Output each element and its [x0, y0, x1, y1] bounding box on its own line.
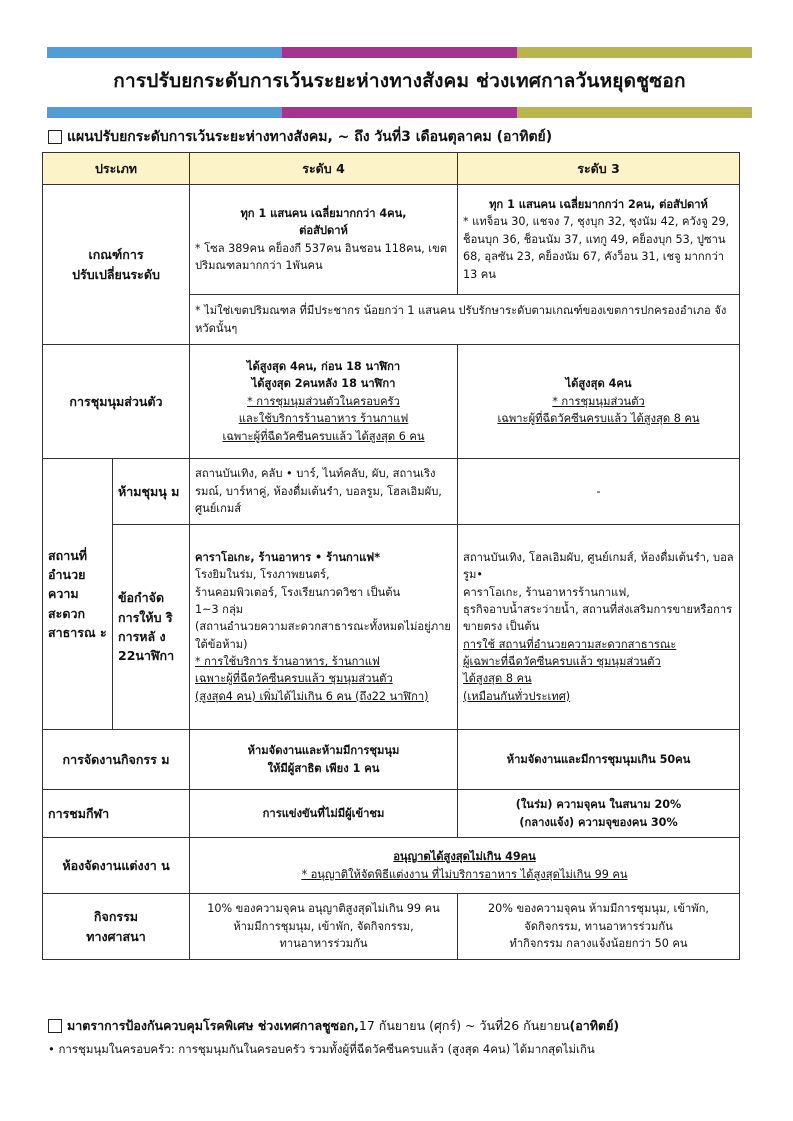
bar-segment-purple — [282, 107, 517, 118]
ban-level-3: - — [458, 459, 740, 525]
criteria-label-line: เกณฑ์การ — [88, 247, 144, 263]
events-l4-line: ให้มีผู้สาธิต เพียง 1 คน — [267, 761, 380, 775]
top-color-bar — [47, 47, 752, 58]
religion-l3-line: จัดกิจกรรม, ทานอาหารร่วมกัน — [524, 919, 673, 933]
footer-heading — [48, 1016, 619, 1036]
events-level-3: ห้ามจัดงานและมีการชุมนุมเกิน 50คน — [458, 730, 740, 790]
private-l3-line: ได้สูงสุด 4คน — [565, 377, 632, 391]
table-header-row — [43, 153, 740, 185]
religion-label-line: กิจกรรม — [93, 909, 139, 925]
table-row-criteria — [43, 185, 740, 295]
private-l4-line: ได้สูงสุด 4คน, ก่อน 18 นาฬิกา — [246, 360, 401, 374]
row-label-wedding: ห้องจัดงานแต่งงา น — [43, 838, 190, 894]
wedding-line: อนุญาตได้สูงสุดไม่เกิน 49คน — [393, 850, 536, 864]
criteria-l4-title: ทุก 1 แสนคน เฉลี่ยมากกว่า 4คน, — [240, 206, 407, 220]
table-row-private-gathering — [43, 345, 740, 459]
bar-segment-olive — [517, 107, 752, 118]
criteria-note: * ไม่ใช่เขตปริมณฑล ที่มีประชากร น้อยกว่า 1 แสนคน ปรับรักษาระดับตามเกณฑ์ของเขตการปกครองอำเภอ จังหวัดนั้นๆ — [190, 295, 740, 345]
limit-level-4 — [190, 525, 458, 730]
row-label-criteria — [43, 185, 190, 345]
private-level-4 — [190, 345, 458, 459]
checkbox-square-icon — [48, 130, 62, 144]
events-l4-line: ห้ามจัดงานและห้ามมีการชุมนุม — [247, 744, 400, 758]
private-level-3 — [458, 345, 740, 459]
page-title: การปรับยกระดับการเว้นระยะห่างทางสังคม ช่วงเทศกาลวันหยุดชูซอก — [113, 70, 686, 92]
wedding-line: * อนุญาติให้จัดพิธีแต่งงาน ที่ไม่บริการอาหาร ได้สูงสุดไม่เกิน 99 คน — [301, 867, 628, 881]
limit-l3-line: ผู้เฉพาะที่ฉีดวัคซีนครบแล้ว ชุมนุมส่วนตัว — [463, 655, 661, 669]
bar-segment-olive — [517, 47, 752, 58]
private-l4-line: และใช้บริการร้านอาหาร ร้านกาแฟ — [238, 412, 409, 426]
wedding-value — [190, 838, 740, 894]
bar-segment-blue — [47, 107, 282, 118]
section-heading-text: แผนปรับยกระดับการเว้นระยะห่างทางสังคม, ~ ถึง วันที่3 เดือนตุลาคม (อาทิตย์) — [67, 129, 553, 145]
limit-l3-line: (เหมือนกันทั่วประเทศ) — [463, 689, 571, 703]
sports-l3-line: (กลางแจ้ง) ความจุของคน 30% — [519, 815, 678, 829]
religion-l3-line: 20% ของความจุคน ห้ามมีการชุมนุม, เข้าพัก, — [488, 902, 709, 916]
religion-level-3 — [458, 894, 740, 960]
private-l3-line: เฉพาะผู้ที่ฉีดวัคซีนครบแล้ว ได้สูงสุด 8 คน — [497, 412, 700, 426]
table-row-facilities-limit — [43, 525, 740, 730]
row-label-facilities: สถานที่ อำนวย ความ สะดวก สาธารณ ะ — [43, 459, 113, 730]
religion-level-4 — [190, 894, 458, 960]
table-row-wedding — [43, 838, 740, 894]
religion-l4-line: ทานอาหารร่วมกัน — [279, 937, 368, 951]
criteria-level-4 — [190, 185, 458, 295]
row-label-events: การจัดงานกิจกรร ม — [43, 730, 190, 790]
events-level-4 — [190, 730, 458, 790]
criteria-l3-title: ทุก 1 แสนคน เฉลี่ยมากกว่า 2คน, ต่อสัปดาห์ — [489, 198, 708, 212]
distancing-table — [42, 152, 740, 960]
private-l4-line: เฉพาะผู้ที่ฉีดวัคซีนครบแล้ว ได้สูงสุด 6 คน — [222, 429, 425, 443]
sublabel-limit: ข้อกำจัด การให้บ ริการหลั ง 22นาฬิกา — [113, 525, 190, 730]
limit-l3-line: การใช้ สถานที่อำนวยความสะดวกสาธารณะ — [463, 637, 677, 651]
limit-l4-line: 1~3 กลุ่ม — [195, 602, 244, 616]
criteria-label-line: ปรับเปลี่ยนระดับ — [72, 266, 160, 282]
footer-heading-bold: มาตราการป้องกันควบคุมโรคพิเศษ ช่วงเทศกาลชูซอก, — [67, 1018, 359, 1033]
sublabel-ban: ห้ามชุมนุ ม — [113, 459, 190, 525]
limit-l4-line: โรงยิมในร่ม, โรงภาพยนตร์, — [195, 568, 330, 582]
religion-l4-line: ห้ามมีการชุมนุม, เข้าพัก, จัดกิจกรรม, — [233, 919, 414, 933]
limit-l4-line: (สูงสุด4 คน) เพิ่มได้ไม่เกิน 6 คน (ถึง22 นาฬิกา) — [195, 689, 429, 703]
criteria-l4-title: ต่อสัปดาห์ — [299, 224, 348, 238]
religion-l4-line: 10% ของความจุคน อนุญาติสูงสุดไม่เกิน 99 คน — [207, 902, 440, 916]
limit-l4-line: ร้านคอมพิวเตอร์, โรงเรียนกวดวิชา เป็นต้น — [195, 585, 401, 599]
bar-segment-purple — [282, 47, 517, 58]
header-level-3: ระดับ 3 — [458, 153, 740, 185]
footer-heading-end: (อาทิตย์) — [569, 1018, 620, 1033]
limit-l3-line: สถานบันเทิง, โฮลเอิมผับ, ศูนย์เกมส์, ห้องดื่มเต้นรำ, บอลรูม• — [463, 550, 734, 582]
private-l4-line: * การชุมนุมส่วนตัวในครอบครัว — [247, 394, 400, 408]
limit-l4-line: คาราโอเกะ, ร้านอาหาร • ร้านกาแฟ* — [195, 550, 381, 564]
sports-level-4: การแข่งขันที่ไม่มีผู้เข้าชม — [190, 790, 458, 838]
limit-l4-line: * การใช้บริการ ร้านอาหาร, ร้านกาแฟ — [195, 655, 380, 669]
section-heading — [48, 126, 552, 148]
table-row-sports — [43, 790, 740, 838]
limit-l4-line: (สถานอำนวยความสะดวกสาธารณะทั้งหมดไม่อยู่ภายใต้ข้อห้าม) — [195, 620, 451, 651]
footer-note: • การชุมนุมในครอบครัว: การชุมนุมกันในครอบครัว รวมทั้งผู้ที่ฉีดวัคซีนครบแล้ว (สูงสุด 4คน) ได้มากสุดไม่เกิน — [48, 1042, 595, 1056]
header-level-4: ระดับ 4 — [190, 153, 458, 185]
limit-l3-line: ได้สูงสุด 8 คน — [463, 672, 532, 686]
criteria-level-3 — [458, 185, 740, 295]
sports-level-3 — [458, 790, 740, 838]
private-l3-line: * การชุมนุมส่วนตัว — [552, 394, 645, 408]
row-label-sports: การชมกีฬา — [43, 790, 190, 838]
bottom-color-bar — [47, 107, 752, 118]
table-row-facilities-ban — [43, 459, 740, 525]
header-type: ประเภท — [43, 153, 190, 185]
private-l4-line: ได้สูงสุด 2คนหลัง 18 นาฬิกา — [251, 377, 396, 391]
row-label-private: การชุมนุมส่วนตัว — [43, 345, 190, 459]
limit-l4-line: เฉพาะผู้ที่ฉีดวัคซีนครบแล้ว ชุมนุมส่วนตัว — [195, 672, 393, 686]
checkbox-square-icon — [48, 1019, 62, 1033]
bar-segment-blue — [47, 47, 282, 58]
ban-level-4: สถานบันเทิง, คลับ • บาร์, ไนท์คลับ, ผับ, สถานเริงรมณ์, บาร์หาคู่, ห้องดื่มเต้นรำ, บอลรูม, โฮลเอิมผับ, ศูนย์เกมส์ — [190, 459, 458, 525]
limit-level-3 — [458, 525, 740, 730]
limit-l3-line: คาราโอเกะ, ร้านอาหารร้านกาแฟ, — [463, 585, 630, 599]
criteria-l3-detail: * แทจ็อน 30, แชจง 7, ชุงบุก 32, ชุงนัม 42, ควังจู 29, ช็อนบุก 36, ช็อนนัม 37, แทกู 49, คย็องบุก 53, ปูซาน 68, อุลซัน 23, คย็องนัม 67, คังว็อน 31, เชจู มากกว่า 13 คน — [463, 215, 730, 281]
row-label-religion — [43, 894, 190, 960]
religion-label-line: ทางศาสนา — [86, 928, 146, 944]
table-row-events — [43, 730, 740, 790]
criteria-l4-detail: * โซล 389คน คย็องกี 537คน อินชอน 118คน, เขตปริมณฑลมากกว่า 1พันคน — [195, 241, 448, 272]
religion-l3-line: ทำกิจกรรม กลางแจ้งน้อยกว่า 50 คน — [509, 937, 688, 951]
limit-l3-line: ธุรกิจอาบน้ำสระว่ายน้ำ, สถานที่ส่งเสริมการขายหรือการขายตรง เป็นต้น — [463, 602, 733, 634]
sports-l3-line: (ในร่ม) ความจุคน ในสนาม 20% — [515, 798, 682, 812]
footer-heading-dates: 17 กันยายน (ศุกร์) ~ วันที่26 กันยายน — [358, 1018, 570, 1033]
table-row-religion — [43, 894, 740, 960]
